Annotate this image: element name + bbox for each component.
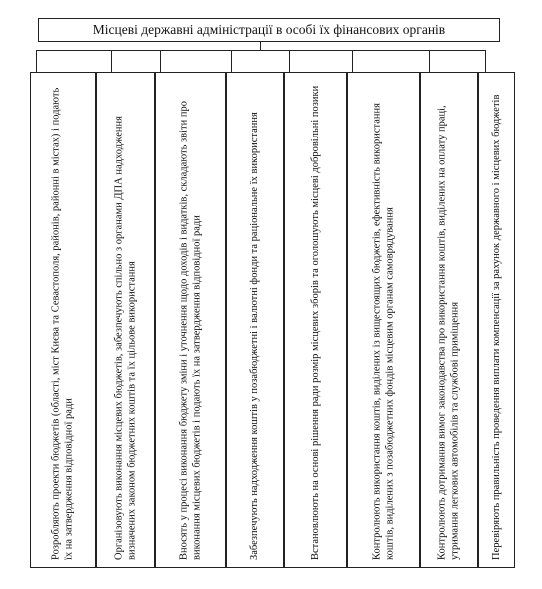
function-text-8: Перевіряють правильність проведення виплати компенсації за рахунок державного і місцевих бюджетів xyxy=(490,94,502,560)
function-text-7: Контролюють дотримання вимог законодавства про використання коштів, виділених на оплату праці, утримання легкових автомобілів та службові приміщення xyxy=(436,105,460,560)
function-text-1: Розробляють проекти бюджетів (області, міст Києва та Севастополя, районів, районні в містах) і подають їх на затвердження відповідної ради xyxy=(50,87,74,560)
function-box-7 xyxy=(420,72,478,568)
connector-line-2 xyxy=(111,50,112,72)
function-text-5: Встановлюють на основі рішення ради розмір місцевих зборів та оголошують місцеві добровільні позики xyxy=(309,85,321,560)
function-box-6 xyxy=(347,72,420,568)
function-box-2 xyxy=(96,72,155,568)
connector-line-7 xyxy=(429,50,430,72)
function-box-3 xyxy=(155,72,226,568)
connector-line-1 xyxy=(36,50,37,72)
function-text-2: Організовують виконання місцевих бюджетів, забезпечують спільно з органами ДПА надходження визначених законом бюджетних коштів та їх цільове використання xyxy=(113,116,137,560)
connector-line-6 xyxy=(352,50,353,72)
header-trunk-line xyxy=(260,42,261,50)
header-box xyxy=(38,18,500,42)
function-text-4: Забезпечують надходження коштів у позабюджетні і валютні фонди та раціональне їх використання xyxy=(248,112,260,560)
connector-line-4 xyxy=(231,50,232,72)
connector-line-8 xyxy=(485,50,486,72)
function-box-8 xyxy=(478,72,515,568)
function-box-4 xyxy=(226,72,284,568)
function-text-3: Вносять у процесі виконання бюджету зміни і уточнення щодо доходів і видатків, складають звіти про виконання місцевих бюджетів і подають їх на затвердження відповідної ради xyxy=(178,101,202,560)
connector-bus-line xyxy=(36,50,485,51)
function-box-1 xyxy=(30,72,96,568)
function-text-6: Контролюють використання коштів, виділених із вищестоящих бюджетів, ефективність використання коштів, виділених з позабюджетних фондів місцевим органам самоврядування xyxy=(371,103,395,560)
header-title: Місцеві державні адміністрації в особі їх фінансових органів xyxy=(92,22,446,37)
connector-line-3 xyxy=(160,50,161,72)
connector-line-5 xyxy=(289,50,290,72)
function-box-5 xyxy=(284,72,347,568)
